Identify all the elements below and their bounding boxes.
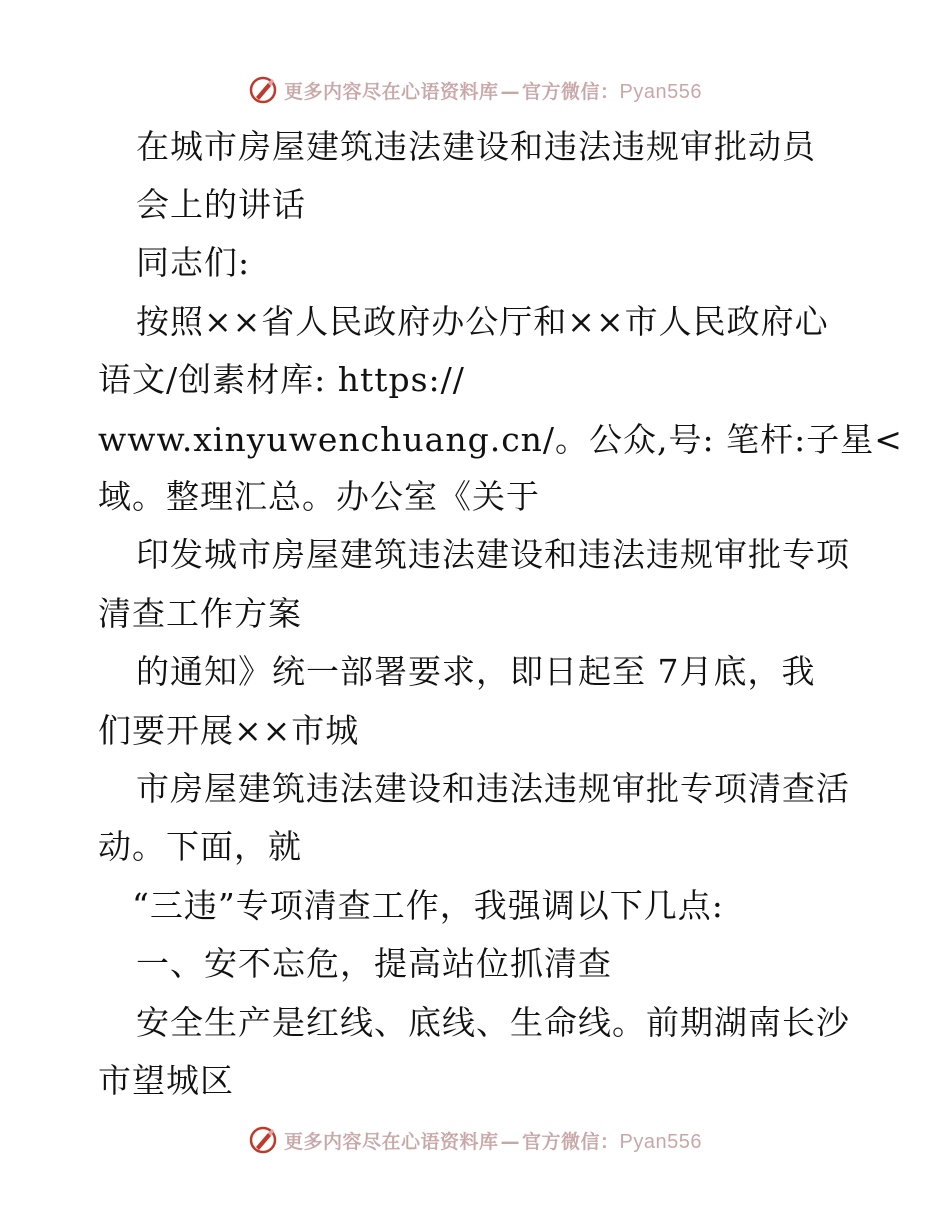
banner-separator: — bbox=[500, 80, 521, 103]
paragraph-line: 按照××省人民政府办公厅和××市人民政府心 bbox=[136, 302, 829, 341]
paragraph-line: 们要开展××市城 bbox=[98, 711, 360, 750]
paragraph-line: 的通知》统一部署要求，即日起至 7月底，我 bbox=[136, 652, 816, 691]
paragraph-line: 印发城市房屋建筑违法建设和违法违规审批专项 bbox=[136, 535, 850, 574]
paragraph-line: “三违”专项清查工作，我强调以下几点: bbox=[132, 886, 724, 925]
banner-library-text: 更多内容尽在心语资料库 bbox=[284, 80, 499, 103]
document-title-line-2: 会上的讲话 bbox=[136, 185, 306, 224]
paragraph-line: 清查工作方案 bbox=[98, 594, 302, 633]
salutation: 同志们: bbox=[136, 243, 251, 282]
footer-banner bbox=[0, 1120, 950, 1160]
paragraph-line: 安全生产是红线、底线、生命线。前期湖南长沙 bbox=[136, 1003, 850, 1042]
header-banner bbox=[0, 70, 950, 110]
banner-wechat-label: 官方微信： bbox=[522, 80, 620, 103]
library-logo-icon bbox=[248, 75, 278, 105]
banner-wechat-label: 官方微信： bbox=[522, 1130, 620, 1153]
paragraph-line: 市望城区 bbox=[98, 1061, 234, 1100]
banner-wechat-id: Pyan556 bbox=[619, 1130, 702, 1153]
paragraph-line: 动。下面，就 bbox=[98, 827, 302, 866]
document-title-line-1: 在城市房屋建筑违法建设和违法违规审批动员 bbox=[136, 127, 816, 166]
library-logo-icon bbox=[248, 1125, 278, 1155]
paragraph-line: 语文/创素材库: https:// bbox=[98, 360, 465, 399]
banner-wechat-id: Pyan556 bbox=[619, 80, 702, 103]
banner-library-text: 更多内容尽在心语资料库 bbox=[284, 1130, 499, 1153]
paragraph-line: 域。整理汇总。办公室《关于 bbox=[98, 477, 540, 516]
paragraph-line: 市房屋建筑违法建设和违法违规审批专项清查活 bbox=[136, 769, 850, 808]
section-heading: 一、安不忘危，提高站位抓清查 bbox=[136, 944, 612, 983]
banner-separator: — bbox=[500, 1130, 521, 1153]
paragraph-line: www.xinyuwenchuang.cn/。公众,号: 笔杆:子星< bbox=[98, 420, 903, 459]
